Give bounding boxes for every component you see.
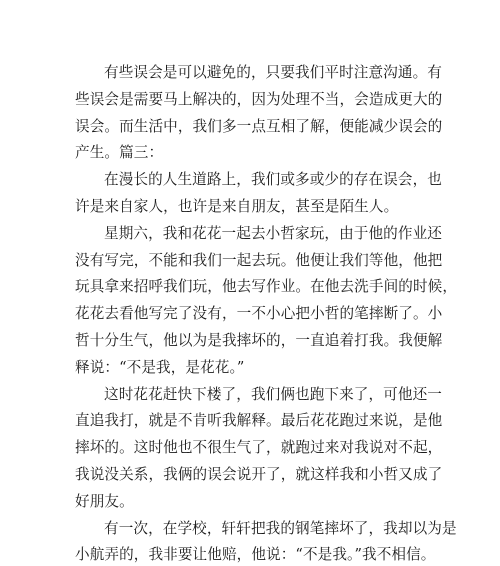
text-line: 这时花花赶快下楼了，我们俩也跑下来了，可他还一 [104, 385, 442, 403]
text-line: 哲十分生气，他以为是我摔坏的，一直追着打我。我便解 [75, 331, 443, 349]
text-line: 误会。而生活中，我们多一点互相了解，便能减少误会的 [75, 117, 443, 135]
text-line: 花花去看他写完了没有，一不小心把小哲的笔摔断了。小 [75, 305, 443, 323]
text-line: 产生。篇三： [75, 144, 164, 162]
text-line: 许是来自家人，也许是来自朋友，甚至是陌生人。 [75, 197, 399, 215]
text-line: 直追我打，就是不肯听我解释。最后花花跑过来说，是他 [75, 412, 443, 430]
text-line: 我说没关系，我俩的误会说开了，就这样我和小哲又成了 [75, 465, 443, 483]
text-line: 有些误会是可以避免的，只要我们平时注意沟通。有 [104, 64, 442, 81]
text-line: 摔坏的。这时他也不很生气了，就跑过来对我说对不起， [75, 439, 443, 457]
text-line: 星期六，我和花花一起去小哲家玩，由于他的作业还 [104, 224, 442, 242]
text-line: 玩具拿来招呼我们玩，他去写作业。在他去洗手间的时候， [75, 278, 458, 296]
text-line: 些误会是需要马上解决的，因为处理不当，会造成更大的 [75, 90, 443, 108]
text-line: 在漫长的人生道路上，我们或多或少的存在误会，也 [104, 171, 442, 189]
text-line: 小航弄的，我非要让他赔，他说：“不是我。”我不相信。 [75, 546, 436, 564]
text-line: 有一次，在学校，轩轩把我的钢笔摔坏了，我却以为是 [104, 519, 457, 537]
document-body [75, 60, 458, 566]
text-line: 好朋友。 [75, 492, 134, 510]
text-line: 没有写完，不能和我们一起去玩。他便让我们等他，他把 [75, 251, 443, 269]
text-line: 释说：“不是我，是花花。” [75, 358, 245, 376]
